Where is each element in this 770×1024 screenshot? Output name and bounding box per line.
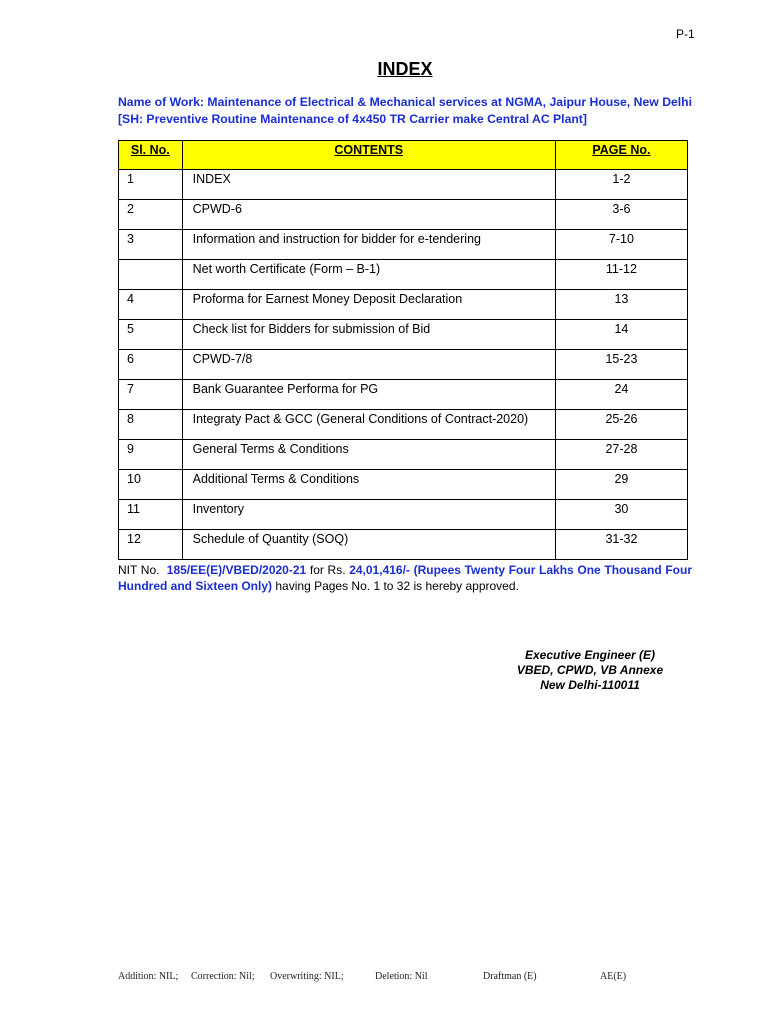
cell-sl-no: 3 bbox=[119, 230, 183, 260]
cell-sl-no: 1 bbox=[119, 170, 183, 200]
cell-contents: INDEX bbox=[182, 170, 555, 200]
page-title: INDEX bbox=[377, 59, 433, 79]
cell-contents: Check list for Bidders for submission of Bid bbox=[182, 320, 555, 350]
footer-addition: Addition: NIL; bbox=[118, 971, 179, 982]
header-page-no: PAGE No. bbox=[555, 141, 687, 170]
cell-contents: Inventory bbox=[182, 500, 555, 530]
cell-sl-no: 11 bbox=[119, 500, 183, 530]
signatory-address: New Delhi-110011 bbox=[540, 678, 640, 692]
cell-sl-no: 8 bbox=[119, 410, 183, 440]
table-row bbox=[119, 200, 688, 230]
cell-page-no: 29 bbox=[555, 470, 687, 500]
cell-sl-no: 10 bbox=[119, 470, 183, 500]
cell-page-no: 31-32 bbox=[555, 530, 687, 560]
index-table bbox=[118, 140, 688, 560]
signatory-block bbox=[500, 648, 680, 693]
table-row bbox=[119, 530, 688, 560]
nit-amount: 24,01,416/- bbox=[349, 563, 410, 577]
footer-draftman: Draftman (E) bbox=[483, 971, 537, 982]
table-row bbox=[119, 350, 688, 380]
table-header-row bbox=[119, 141, 688, 170]
table-row bbox=[119, 500, 688, 530]
cell-page-no: 27-28 bbox=[555, 440, 687, 470]
cell-contents: Proforma for Earnest Money Deposit Declaration bbox=[182, 290, 555, 320]
name-of-work: Name of Work: Maintenance of Electrical & Mechanical services at NGMA, Jaipur House, New Delhi [SH: Preventive Routine Maintenance of 4x450 TR Carrier make Central AC Plant] bbox=[118, 95, 692, 126]
cell-sl-no: 12 bbox=[119, 530, 183, 560]
cell-page-no: 3-6 bbox=[555, 200, 687, 230]
cell-page-no: 30 bbox=[555, 500, 687, 530]
table-row bbox=[119, 290, 688, 320]
cell-sl-no: 9 bbox=[119, 440, 183, 470]
header-contents: CONTENTS bbox=[182, 141, 555, 170]
nit-number: 185/EE(E)/VBED/2020-21 bbox=[166, 563, 307, 577]
cell-page-no: 7-10 bbox=[555, 230, 687, 260]
nit-approval-text bbox=[118, 563, 692, 594]
cell-contents: General Terms & Conditions bbox=[182, 440, 555, 470]
nit-for-rs: for Rs. bbox=[309, 563, 346, 577]
cell-sl-no: 5 bbox=[119, 320, 183, 350]
header-sl-no: Sl. No. bbox=[119, 141, 183, 170]
cell-page-no: 1-2 bbox=[555, 170, 687, 200]
cell-contents: Schedule of Quantity (SOQ) bbox=[182, 530, 555, 560]
table-row bbox=[119, 320, 688, 350]
signatory-office: VBED, CPWD, VB Annexe bbox=[516, 663, 664, 677]
table-row bbox=[119, 230, 688, 260]
nit-amount-words: (Rupees Twenty Four Lakhs One Thousand Four Hundred and Sixteen Only) bbox=[118, 563, 693, 593]
footer-correction: Correction: Nil; bbox=[191, 971, 255, 982]
cell-sl-no bbox=[119, 260, 183, 290]
nit-suffix: having Pages No. 1 to 32 is hereby approved. bbox=[275, 578, 519, 593]
footer-deletion: Deletion: Nil bbox=[375, 971, 428, 982]
cell-contents: Additional Terms & Conditions bbox=[182, 470, 555, 500]
cell-contents: CPWD-6 bbox=[182, 200, 555, 230]
cell-contents: Integraty Pact & GCC (General Conditions of Contract-2020) bbox=[182, 410, 555, 440]
table-row bbox=[119, 440, 688, 470]
table-row bbox=[119, 260, 688, 290]
footer-overwriting: Overwriting: NIL; bbox=[270, 971, 344, 982]
table-row bbox=[119, 380, 688, 410]
cell-sl-no: 6 bbox=[119, 350, 183, 380]
signatory-title: Executive Engineer (E) bbox=[524, 648, 656, 662]
cell-contents: Bank Guarantee Performa for PG bbox=[182, 380, 555, 410]
cell-sl-no: 7 bbox=[119, 380, 183, 410]
cell-contents: Information and instruction for bidder for e-tendering bbox=[182, 230, 555, 260]
footer-ae: AE(E) bbox=[600, 971, 627, 982]
cell-sl-no: 2 bbox=[119, 200, 183, 230]
table-row bbox=[119, 470, 688, 500]
cell-page-no: 14 bbox=[555, 320, 687, 350]
page-number: P-1 bbox=[676, 27, 695, 41]
cell-page-no: 11-12 bbox=[555, 260, 687, 290]
cell-page-no: 13 bbox=[555, 290, 687, 320]
table-row bbox=[119, 410, 688, 440]
cell-page-no: 25-26 bbox=[555, 410, 687, 440]
cell-page-no: 15-23 bbox=[555, 350, 687, 380]
cell-sl-no: 4 bbox=[119, 290, 183, 320]
table-row bbox=[119, 170, 688, 200]
cell-contents: Net worth Certificate (Form – B-1) bbox=[182, 260, 555, 290]
cell-contents: CPWD-7/8 bbox=[182, 350, 555, 380]
nit-prefix: NIT No. bbox=[118, 563, 160, 577]
cell-page-no: 24 bbox=[555, 380, 687, 410]
page-footer bbox=[118, 971, 678, 985]
